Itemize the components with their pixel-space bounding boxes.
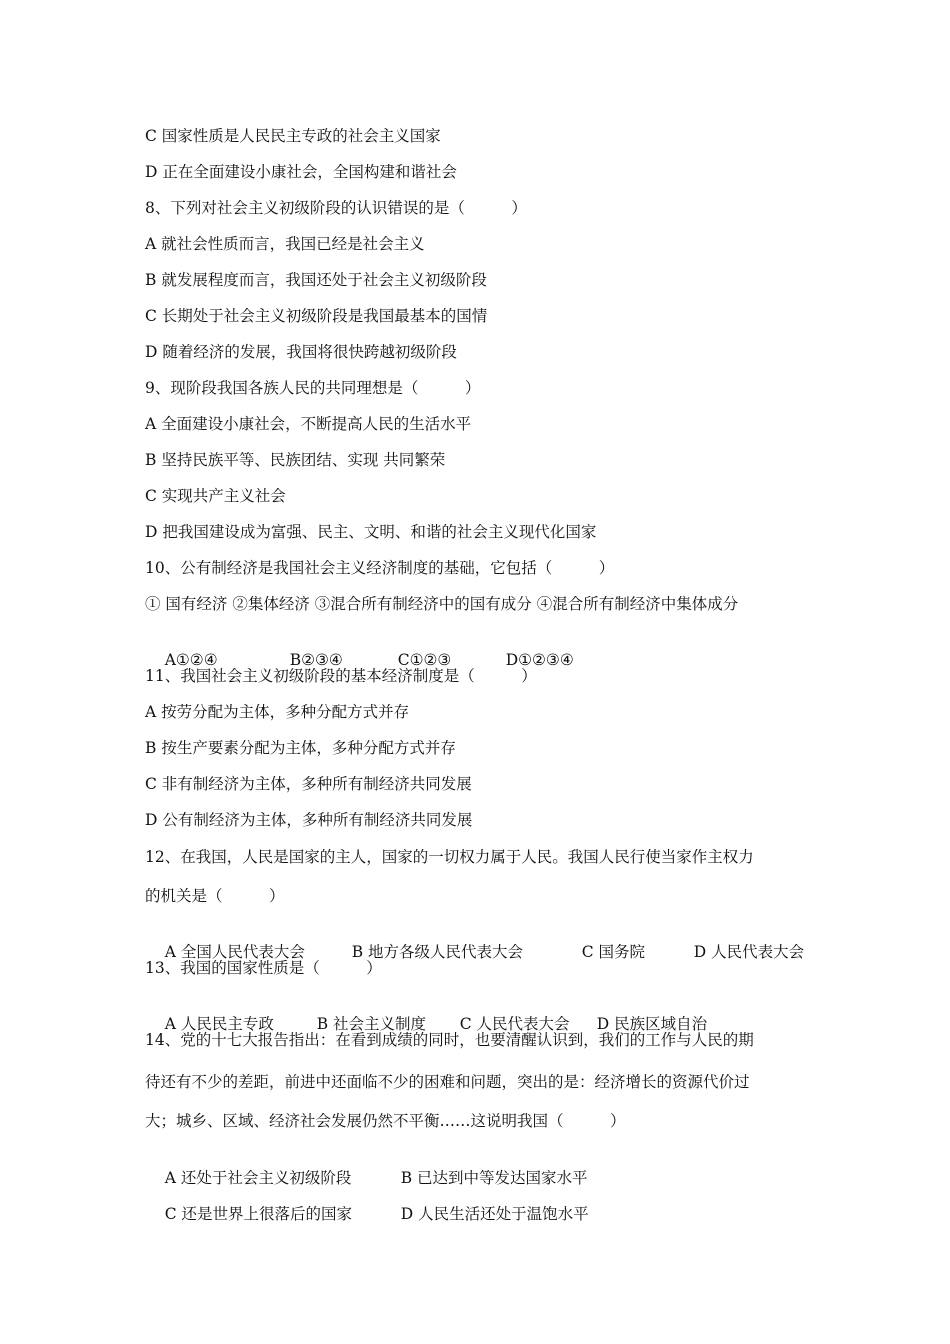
q11-question: 11、我国社会主义初级阶段的基本经济制度是（ ） xyxy=(145,667,537,685)
q13-question: 13、我国的国家性质是（ ） xyxy=(145,959,382,977)
q12-question-line-2: 的机关是（ ） xyxy=(145,887,285,905)
q14-option-b: B 已达到中等发达国家水平 xyxy=(400,1169,588,1187)
q7-option-c: C 国家性质是人民民主专政的社会主义国家 xyxy=(145,127,441,145)
q14-option-c: C 还是世界上很落后的国家 xyxy=(164,1205,353,1223)
q9-question: 9、现阶段我国各族人民的共同理想是（ ） xyxy=(145,379,481,397)
q9-option-d: D 把我国建设成为富强、民主、文明、和谐的社会主义现代化国家 xyxy=(145,523,597,541)
q12-option-a: A 全国人民代表大会 xyxy=(164,943,305,961)
q10-question: 10、公有制经济是我国社会主义经济制度的基础，它包括（ ） xyxy=(145,559,615,577)
q14-option-a: A 还处于社会主义初级阶段 xyxy=(164,1169,352,1187)
q11-option-a: A 按劳分配为主体，多种分配方式并存 xyxy=(145,703,410,721)
q13-option-c: C 人民代表大会 xyxy=(459,1015,570,1033)
q14-question-line-1: 14、党的十七大报告指出：在看到成绩的同时，也要清醒认识到，我们的工作与人民的期 xyxy=(145,1031,754,1049)
q10-option-d: D①②③④ xyxy=(505,651,574,669)
q8-option-b: B 就发展程度而言，我国还处于社会主义初级阶段 xyxy=(145,271,487,289)
q9-option-c: C 实现共产主义社会 xyxy=(145,487,286,505)
q11-option-d: D 公有制经济为主体，多种所有制经济共同发展 xyxy=(145,811,473,829)
q14-question-line-2: 待还有不少的差距，前进中还面临不少的困难和问题，突出的是：经济增长的资源代价过 xyxy=(145,1073,750,1091)
q10-option-a: A①②④ xyxy=(164,651,218,669)
q7-option-d: D 正在全面建设小康社会，全国构建和谐社会 xyxy=(145,163,457,181)
q14-option-d: D 人民生活还处于温饱水平 xyxy=(400,1205,589,1223)
q13-option-a: A 人民民主专政 xyxy=(164,1015,274,1033)
q13-option-b: B 社会主义制度 xyxy=(316,1015,427,1033)
q10-option-b: B②③④ xyxy=(289,651,343,669)
q10-items: ① 国有经济 ②集体经济 ③混合所有制经济中的国有成分 ④混合所有制经济中集体成分 xyxy=(145,595,739,613)
q11-option-c: C 非有制经济为主体，多种所有制经济共同发展 xyxy=(145,775,472,793)
q9-option-a: A 全面建设小康社会，不断提高人民的生活水平 xyxy=(145,415,472,433)
q12-question-line-1: 12、在我国，人民是国家的主人，国家的一切权力属于人民。我国人民行使当家作主权力 xyxy=(145,848,754,866)
q11-option-b: B 按生产要素分配为主体，多种分配方式并存 xyxy=(145,739,456,757)
q8-option-c: C 长期处于社会主义初级阶段是我国最基本的国情 xyxy=(145,307,488,325)
q14-options-row-2 xyxy=(145,1184,589,1244)
q9-option-b: B 坚持民族平等、民族团结、实现 共同繁荣 xyxy=(145,451,446,469)
q12-option-d: D 人民代表大会 xyxy=(693,943,805,961)
q12-option-b: B 地方各级人民代表大会 xyxy=(351,943,524,961)
q13-option-d: D 民族区域自治 xyxy=(596,1015,708,1033)
q10-option-c: C①②③ xyxy=(397,651,452,669)
q12-option-c: C 国务院 xyxy=(581,943,646,961)
q8-option-a: A 就社会性质而言，我国已经是社会主义 xyxy=(145,235,425,253)
q8-question: 8、下列对社会主义初级阶段的认识错误的是（ ） xyxy=(145,199,527,217)
q14-question-line-3: 大；城乡、区域、经济社会发展仍然不平衡……这说明我国（ ） xyxy=(145,1112,626,1130)
q8-option-d: D 随着经济的发展，我国将很快跨越初级阶段 xyxy=(145,343,457,361)
